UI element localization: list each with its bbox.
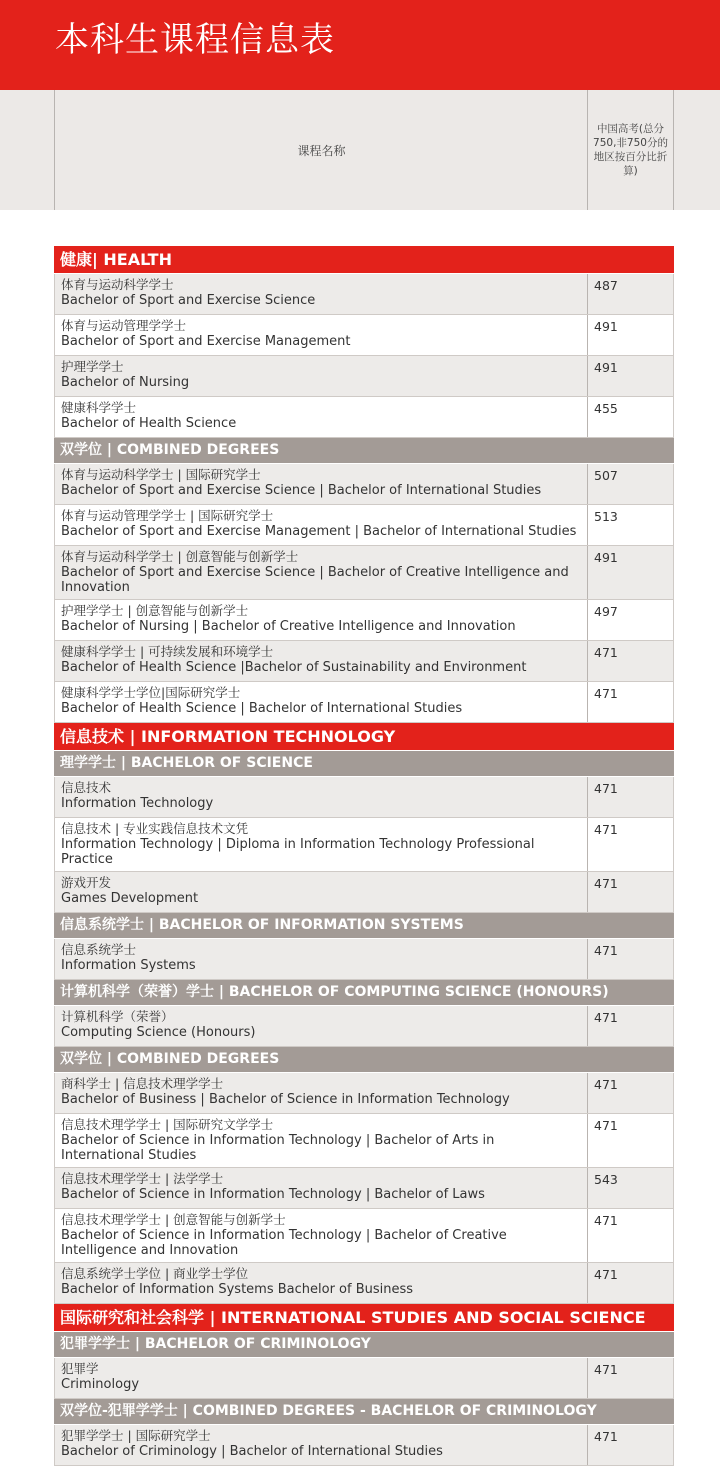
gaokao-score-cell: 497 [588,600,674,640]
course-row [54,600,674,641]
course-row [54,315,674,356]
course-name-chinese: 信息技术理学学士 | 法学学士 [61,1171,224,1186]
course-table [54,246,674,1466]
course-name-cell [54,1425,588,1465]
gaokao-score-cell: 543 [588,1168,674,1208]
page-title: 本科生课程信息表 [55,20,335,60]
section-header-health: 健康| HEALTH [54,246,674,274]
it-science-rows [54,777,674,913]
course-name-header: 课程名称 [297,143,346,158]
gaokao-score-cell: 491 [588,315,674,355]
course-name-chinese: 犯罪学学士 | 国际研究学士 [61,1428,211,1443]
subsection-header-infosys: 信息系统学士 | BACHELOR OF INFORMATION SYSTEMS [54,913,674,939]
subsection-header-criminology-combined: 双学位-犯罪学学士 | COMBINED DEGREES - BACHELOR OF CRIMINOLOGY [54,1399,674,1425]
gaokao-score-cell: 471 [588,872,674,912]
course-name-chinese: 犯罪学 [61,1361,99,1376]
section-header-intl: 国际研究和社会科学 | INTERNATIONAL STUDIES AND SOCIAL SCIENCE [54,1304,674,1332]
it-infosys-rows [54,939,674,980]
course-name-cell [54,315,588,355]
course-name-english: Bachelor of Science in Information Technology | Bachelor of Creative Intelligence and Innovation [61,1228,507,1258]
course-name-english: Computing Science (Honours) [61,1025,256,1040]
course-name-chinese: 商科学士 | 信息技术理学学士 [61,1076,224,1091]
course-name-cell [54,1006,588,1046]
course-row [54,505,674,546]
gaokao-score-cell: 491 [588,356,674,396]
subsection-header-computing: 计算机科学（荣誉）学士 | BACHELOR OF COMPUTING SCIENCE (HONOURS) [54,980,674,1006]
gaokao-score-cell: 471 [588,1263,674,1303]
course-name-english: Bachelor of Sport and Exercise Science [61,293,316,308]
course-row [54,464,674,505]
course-name-cell [54,641,588,681]
course-name-cell [54,777,588,817]
course-name-english: Bachelor of Sport and Exercise Science | Bachelor of Creative Intelligence and Innovation [61,565,569,595]
course-name-cell [54,274,588,314]
course-name-cell [54,1073,588,1113]
course-name-english: Bachelor of Sport and Exercise Management [61,334,351,349]
course-row [54,1209,674,1263]
course-name-english: Bachelor of Nursing [61,375,190,390]
course-name-english: Information Systems [61,958,196,973]
course-row [54,682,674,723]
it-computing-rows [54,1006,674,1047]
course-name-chinese: 信息技术理学学士 | 国际研究文学学士 [61,1117,274,1132]
course-name-chinese: 体育与运动科学学士 | 创意智能与创新学士 [61,549,299,564]
course-name-chinese: 信息技术 | 专业实践信息技术文凭 [61,821,249,836]
course-name-english: Bachelor of Business | Bachelor of Science in Information Technology [61,1092,510,1107]
course-row [54,1006,674,1047]
course-row [54,1263,674,1304]
gaokao-score-cell: 471 [588,682,674,722]
gaokao-score-cell: 471 [588,818,674,871]
subsection-header-it-combined: 双学位 | COMBINED DEGREES [54,1047,674,1073]
course-row [54,818,674,872]
course-row [54,1073,674,1114]
course-name-english: Bachelor of Science in Information Technology | Bachelor of Laws [61,1187,485,1202]
course-name-chinese: 游戏开发 [61,875,112,890]
course-name-english: Criminology [61,1377,140,1392]
course-name-english: Games Development [61,891,199,906]
gaokao-score-cell: 471 [588,1006,674,1046]
course-name-english: Bachelor of Criminology | Bachelor of International Studies [61,1444,443,1459]
course-name-cell [54,356,588,396]
course-row [54,777,674,818]
course-row [54,939,674,980]
course-name-chinese: 信息技术 [61,780,112,795]
course-name-cell [54,1209,588,1262]
course-name-english: Bachelor of Nursing | Bachelor of Creative Intelligence and Innovation [61,619,516,634]
health-combined-rows [54,464,674,723]
course-name-chinese: 计算机科学（荣誉） [61,1009,174,1024]
course-name-cell [54,505,588,545]
course-name-english: Bachelor of Sport and Exercise Management | Bachelor of International Studies [61,524,577,539]
gaokao-score-cell: 455 [588,397,674,437]
gaokao-score-cell: 487 [588,274,674,314]
course-name-chinese: 健康科学学士学位|国际研究学士 [61,685,241,700]
course-name-english: Bachelor of Health Science | Bachelor of International Studies [61,701,463,716]
gaokao-score-cell: 513 [588,505,674,545]
it-combined-rows [54,1073,674,1304]
course-name-chinese: 护理学学士 | 创意智能与创新学士 [61,603,249,618]
course-name-cell [54,1263,588,1303]
gaokao-score-cell: 471 [588,1425,674,1465]
course-name-cell [54,682,588,722]
course-name-cell [54,939,588,979]
course-name-english: Bachelor of Information Systems Bachelor of Business [61,1282,414,1297]
course-name-cell [54,1358,588,1398]
course-name-chinese: 护理学学士 [61,359,124,374]
course-name-english: Bachelor of Health Science [61,416,237,431]
intl-combined-rows [54,1425,674,1466]
course-name-chinese: 信息系统学士学位 | 商业学士学位 [61,1266,249,1281]
course-name-cell [54,1114,588,1167]
gaokao-score-cell: 471 [588,939,674,979]
subsection-header-criminology: 犯罪学学士 | BACHELOR OF CRIMINOLOGY [54,1332,674,1358]
subsection-header-science: 理学学士 | BACHELOR OF SCIENCE [54,751,674,777]
score-column-header: 中国高考(总分750,非750分的地区按百分比折算) [593,123,668,177]
course-row [54,641,674,682]
course-row [54,546,674,600]
course-name-chinese: 健康科学学士 [61,400,137,415]
course-name-english: Bachelor of Sport and Exercise Science | Bachelor of International Studies [61,483,542,498]
table-header [0,90,720,210]
course-row [54,872,674,913]
gaokao-score-cell: 471 [588,641,674,681]
course-row [54,1425,674,1466]
gaokao-score-cell: 471 [588,1073,674,1113]
course-name-cell [54,546,588,599]
course-name-chinese: 信息系统学士 [61,942,137,957]
title-bar [0,0,720,90]
course-name-cell [54,872,588,912]
gaokao-score-cell: 471 [588,1209,674,1262]
course-name-english: Information Technology | Diploma in Information Technology Professional Practice [61,837,535,867]
course-name-english: Bachelor of Science in Information Technology | Bachelor of Arts in International Studies [61,1133,495,1163]
course-name-english: Information Technology [61,796,214,811]
health-rows [54,274,674,438]
course-name-cell [54,397,588,437]
course-row [54,274,674,315]
course-name-chinese: 体育与运动科学学士 [61,277,174,292]
course-name-chinese: 健康科学学士 | 可持续发展和环境学士 [61,644,274,659]
course-name-english: Bachelor of Health Science |Bachelor of Sustainability and Environment [61,660,527,675]
gaokao-score-cell: 471 [588,1114,674,1167]
course-name-cell [54,1168,588,1208]
course-name-chinese: 信息技术理学学士 | 创意智能与创新学士 [61,1212,286,1227]
course-name-cell [54,600,588,640]
intl-criminology-rows [54,1358,674,1399]
subsection-header-health-combined: 双学位 | COMBINED DEGREES [54,438,674,464]
course-name-cell [54,464,588,504]
gaokao-score-cell: 491 [588,546,674,599]
course-row [54,1168,674,1209]
gaokao-score-cell: 507 [588,464,674,504]
course-name-chinese: 体育与运动管理学学士 | 国际研究学士 [61,508,274,523]
course-name-chinese: 体育与运动管理学学士 [61,318,187,333]
header-divider [673,90,674,210]
gaokao-score-cell: 471 [588,1358,674,1398]
course-name-chinese: 体育与运动科学学士 | 国际研究学士 [61,467,261,482]
course-row [54,1358,674,1399]
section-header-it: 信息技术 | INFORMATION TECHNOLOGY [54,723,674,751]
course-row [54,356,674,397]
course-row [54,1114,674,1168]
course-name-cell [54,818,588,871]
gaokao-score-cell: 471 [588,777,674,817]
course-row [54,397,674,438]
